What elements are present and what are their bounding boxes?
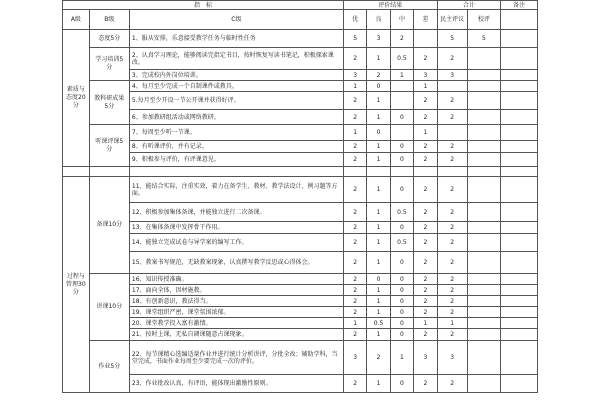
score-cell: 0 [390, 296, 413, 307]
remark-cell [501, 92, 538, 110]
evaluation-table [62, 0, 538, 393]
score-cell: 2 [437, 329, 467, 341]
score-cell: 2 [414, 92, 437, 110]
remark-cell [501, 375, 538, 393]
blank-cell [63, 167, 90, 177]
table-row [63, 141, 538, 153]
score-cell: 1 [367, 234, 390, 252]
criterion-text: 12、积极参加集体备课，并能独立进行二次备课。 [129, 203, 343, 222]
table-row [63, 307, 538, 318]
score-cell [467, 177, 500, 203]
table-row [63, 318, 538, 329]
remark-cell [501, 153, 538, 167]
score-cell [467, 48, 500, 70]
group-label: 学习培训5分 [89, 48, 129, 81]
score-cell [467, 203, 500, 222]
score-cell [467, 318, 500, 329]
score-cell [467, 252, 500, 274]
score-cell [467, 329, 500, 341]
score-cell: 0 [390, 274, 413, 285]
remark-cell [501, 125, 538, 141]
poor-header: 差 [414, 10, 437, 30]
score-cell: 2 [343, 177, 366, 203]
democratic-header: 民主评议 [437, 10, 467, 30]
b-level-header: B级 [89, 10, 129, 30]
score-cell: 0 [390, 110, 413, 125]
table-row [63, 125, 538, 141]
score-cell [467, 70, 500, 81]
school-header: 校评 [467, 10, 500, 30]
score-cell: 2 [343, 222, 366, 234]
score-cell: 1 [367, 110, 390, 125]
table-row [63, 274, 538, 285]
criterion-text: 19、课堂组织严密，课堂氛围浓郁。 [129, 307, 343, 318]
score-cell: 2 [437, 153, 467, 167]
score-cell: 1 [367, 307, 390, 318]
score-cell: 2 [437, 274, 467, 285]
table-row [63, 167, 538, 177]
table-row [63, 81, 538, 92]
table-row [63, 296, 538, 307]
score-cell: 2 [414, 285, 437, 296]
score-cell [467, 285, 500, 296]
remark-cell [501, 222, 538, 234]
score-cell: 1 [367, 222, 390, 234]
remark-cell [501, 296, 538, 307]
table-row [63, 48, 538, 70]
criterion-text: 13、在集体备课中发挥骨干作用。 [129, 222, 343, 234]
score-cell [437, 81, 467, 92]
remark-cell [501, 10, 538, 30]
score-cell: 2 [414, 252, 437, 274]
score-cell: 1 [367, 252, 390, 274]
score-cell: 2 [414, 234, 437, 252]
criterion-text: 17、面向全体，因材施教。 [129, 285, 343, 296]
group-label: 教科研成果5分 [89, 81, 129, 125]
score-cell: 2 [437, 177, 467, 203]
score-cell: 0 [367, 81, 390, 92]
blank-cell [467, 167, 500, 177]
score-cell: 2 [343, 48, 366, 70]
score-cell: 3 [343, 341, 366, 375]
score-cell: 3 [414, 341, 437, 375]
score-cell: 2 [343, 203, 366, 222]
criterion-text: 9、积极参与评价，有评课意见。 [129, 153, 343, 167]
criterion-text: 20、课堂教学投入富有激情。 [129, 318, 343, 329]
remark-cell [501, 318, 538, 329]
score-cell: 0 [390, 153, 413, 167]
score-cell: 0.5 [390, 48, 413, 70]
score-cell: 2 [343, 329, 366, 341]
score-cell: 2 [414, 141, 437, 153]
header-row-1 [63, 1, 538, 10]
score-cell: 2 [343, 92, 366, 110]
remark-cell [501, 177, 538, 203]
score-cell: 2 [437, 203, 467, 222]
score-cell: 2 [437, 110, 467, 125]
criterion-text: 14、能独立完成试卷与导学案的编写工作。 [129, 234, 343, 252]
score-cell: 2 [414, 296, 437, 307]
score-cell: 2 [414, 274, 437, 285]
table-row [63, 329, 538, 341]
medium-header: 中 [390, 10, 413, 30]
header-row-2 [63, 10, 538, 30]
score-cell: 1 [367, 141, 390, 153]
criterion-text: 8、有听课评价，并有记录。 [129, 141, 343, 153]
group-label: 备课10分 [89, 177, 129, 274]
score-cell: 2 [343, 234, 366, 252]
criterion-text: 5.每月至少开设一节公开课并获得好评。 [129, 92, 343, 110]
score-cell: 2 [437, 48, 467, 70]
score-cell: 0 [390, 285, 413, 296]
remark-cell [501, 110, 538, 125]
remark-cell [501, 307, 538, 318]
score-cell [467, 274, 500, 285]
criterion-text: 3、完成校内外岗位培训。 [129, 70, 343, 81]
group-label: 讲课10分 [89, 274, 129, 341]
criterion-text: 21、按时上课，无私自调课随意占课现象。 [129, 329, 343, 341]
table-row [63, 234, 538, 252]
score-cell: 0 [390, 329, 413, 341]
score-cell: 2 [343, 252, 366, 274]
indicator-header: 指 标 [63, 1, 344, 10]
score-cell: 1 [414, 125, 437, 141]
table-row [63, 92, 538, 110]
score-cell: 3 [343, 70, 366, 81]
excellent-header: 优 [343, 10, 366, 30]
criterion-text: 7、每周至少听一节课。 [129, 125, 343, 141]
table-row [63, 30, 538, 48]
group-label: 态度5分 [89, 30, 129, 48]
score-cell: 5 [343, 30, 366, 48]
score-cell: 3 [437, 70, 467, 81]
blank-cell [129, 167, 343, 177]
remark-cell [501, 30, 538, 48]
remark-cell [501, 285, 538, 296]
score-cell [467, 81, 500, 92]
criterion-text: 11、能结合实际，注重实效，着力在备学生、教材、教学法设计、例习题等方面。 [129, 177, 343, 203]
score-cell: 2 [437, 222, 467, 234]
score-cell: 0 [390, 177, 413, 203]
criterion-text: 2、认真学习理论，能够阅读完指定书目，按时恢复写读书笔记，积极探索课改。 [129, 48, 343, 70]
section-a-label: 素质与态度20分 [63, 30, 90, 167]
criterion-text: 16、知识传授准确。 [129, 274, 343, 285]
score-cell: 1 [367, 48, 390, 70]
score-cell: 1 [367, 329, 390, 341]
score-cell: 2 [343, 307, 366, 318]
score-cell: 2 [437, 234, 467, 252]
score-cell: 0 [390, 318, 413, 329]
remark-header: 备注 [501, 1, 538, 10]
score-cell [467, 307, 500, 318]
score-cell: 1 [343, 125, 366, 141]
score-cell [390, 81, 413, 92]
table-row [63, 70, 538, 81]
score-cell: 0 [367, 125, 390, 141]
score-cell: 5 [467, 30, 500, 48]
table-row [63, 203, 538, 222]
score-cell [467, 141, 500, 153]
score-cell: 2 [343, 375, 366, 393]
remark-cell [501, 329, 538, 341]
a-level-header: A级 [63, 10, 90, 30]
result-header: 评价结果 [343, 1, 437, 10]
score-cell [467, 153, 500, 167]
section-a-label: 过程与管理30分 [63, 177, 90, 393]
score-cell [467, 125, 500, 141]
score-cell: 3 [367, 30, 390, 48]
score-cell: 2 [343, 153, 366, 167]
score-cell: 0.5 [390, 203, 413, 222]
score-cell [437, 125, 467, 141]
score-cell [467, 341, 500, 375]
c-level-header: C级 [129, 10, 343, 30]
table-row [63, 110, 538, 125]
good-header: 良 [367, 10, 390, 30]
criterion-text: 1、服从安排，乐意接受教学任务与临时性任务 [129, 30, 343, 48]
score-cell: 0 [390, 222, 413, 234]
score-cell: 1 [343, 81, 366, 92]
criterion-text: 22、每节课精心选编适量作业并进行统计分析讲评，分批全改；辅助学科，当堂完成，书面作业每周至少要完成一次的评价。 [129, 341, 343, 375]
table-row [63, 153, 538, 167]
evaluation-sheet [62, 0, 538, 393]
score-cell: 2 [343, 285, 366, 296]
score-cell: 1 [437, 318, 467, 329]
score-cell: 0 [390, 307, 413, 318]
remark-cell [501, 70, 538, 81]
criterion-text: 23、作业批改认真，有评语，能体现出激励性原则。 [129, 375, 343, 393]
score-cell: 0.5 [367, 318, 390, 329]
score-cell: 2 [437, 296, 467, 307]
score-cell: 1 [343, 318, 366, 329]
score-cell: 1 [390, 341, 413, 375]
score-cell [390, 125, 413, 141]
score-cell: 2 [414, 307, 437, 318]
score-cell: 2 [343, 141, 366, 153]
remark-cell [501, 203, 538, 222]
score-cell: 1 [390, 70, 413, 81]
score-cell: 2 [367, 70, 390, 81]
blank-cell [414, 167, 437, 177]
score-cell: 2 [367, 341, 390, 375]
score-cell [467, 92, 500, 110]
table-row [63, 285, 538, 296]
score-cell: 1 [367, 92, 390, 110]
score-cell: 1 [367, 296, 390, 307]
remark-cell [501, 252, 538, 274]
group-label: 听课评课5分 [89, 125, 129, 167]
table-row [63, 222, 538, 234]
score-cell: 1 [367, 203, 390, 222]
blank-cell [390, 167, 413, 177]
score-cell: 1 [367, 375, 390, 393]
score-cell: 1 [367, 177, 390, 203]
table-row [63, 177, 538, 203]
score-cell: 2 [437, 285, 467, 296]
score-cell: 3 [437, 341, 467, 375]
blank-cell [437, 167, 467, 177]
score-cell [414, 30, 437, 48]
score-cell [467, 222, 500, 234]
score-cell: 1 [367, 153, 390, 167]
score-cell: 5 [437, 30, 467, 48]
score-cell: 2 [437, 375, 467, 393]
score-cell: 2 [414, 203, 437, 222]
score-cell [390, 92, 413, 110]
blank-cell [501, 167, 538, 177]
remark-cell [501, 81, 538, 92]
criterion-text: 4、每月至少完成一个自制课件或教具。 [129, 81, 343, 92]
score-cell: 1 [367, 285, 390, 296]
table-row [63, 252, 538, 274]
criterion-text: 6、参加教研组活动或网络教研。 [129, 110, 343, 125]
criterion-text: 18、有创新意识，教法得当。 [129, 296, 343, 307]
score-cell: 3 [414, 70, 437, 81]
remark-cell [501, 141, 538, 153]
score-cell: 0.5 [390, 234, 413, 252]
score-cell: 2 [437, 141, 467, 153]
score-cell: 2 [390, 30, 413, 48]
score-cell: 1 [414, 81, 437, 92]
score-cell: 2 [437, 252, 467, 274]
score-cell: 0 [390, 375, 413, 393]
score-cell: 2 [437, 92, 467, 110]
score-cell: 2 [343, 274, 366, 285]
remark-cell [501, 274, 538, 285]
score-cell: 2 [343, 110, 366, 125]
score-cell: 2 [414, 222, 437, 234]
table-row [63, 341, 538, 375]
score-cell: 1 [414, 318, 437, 329]
score-cell: 0 [390, 252, 413, 274]
group-label: 作业5分 [89, 341, 129, 393]
score-cell: 2 [414, 329, 437, 341]
score-cell: 2 [414, 375, 437, 393]
score-cell [467, 234, 500, 252]
blank-cell [367, 167, 390, 177]
score-cell: 0 [367, 274, 390, 285]
blank-cell [89, 167, 129, 177]
score-cell: 2 [414, 177, 437, 203]
total-header: 合计 [437, 1, 501, 10]
score-cell: 2 [414, 110, 437, 125]
score-cell: 2 [437, 307, 467, 318]
score-cell [467, 375, 500, 393]
score-cell: 2 [343, 296, 366, 307]
score-cell [467, 296, 500, 307]
remark-cell [501, 341, 538, 375]
score-cell: 2 [414, 153, 437, 167]
remark-cell [501, 234, 538, 252]
criterion-text: 15、教案书写规范，无缺教案现象，认真撰写教学反思或心得体会。 [129, 252, 343, 274]
score-cell: 2 [414, 48, 437, 70]
blank-cell [343, 167, 366, 177]
remark-cell [501, 48, 538, 70]
score-cell [467, 110, 500, 125]
table-row [63, 375, 538, 393]
score-cell: 0 [390, 141, 413, 153]
